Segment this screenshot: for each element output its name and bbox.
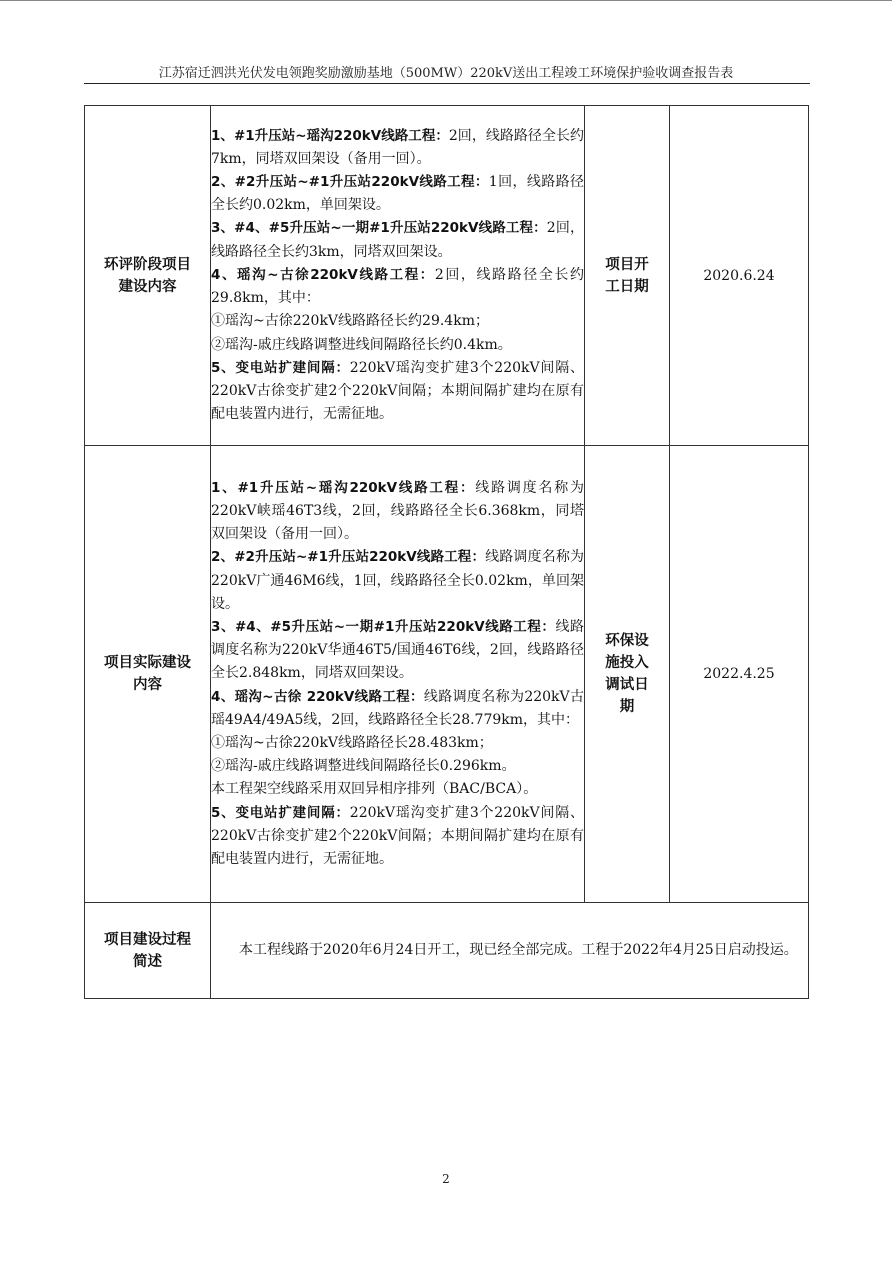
content-item [211, 334, 584, 357]
content-item [211, 686, 584, 732]
actual-label: 项目实际建设内容 [104, 655, 191, 693]
item-heading: 2、#2升压站~#1升压站220kV线路工程： [211, 549, 486, 566]
eia-row [85, 106, 809, 446]
item-text: 线路调度名称为220kV华通46T5/国通46T6线，2回，线路路径全长2.848km，同塔双回架设。 [211, 618, 585, 682]
item-heading: 5、变电站扩建间隔： [211, 359, 350, 376]
actual-row [85, 446, 809, 903]
item-text: ①瑶沟~古徐220kV线路路径长28.483km； [211, 735, 493, 751]
content-item [211, 171, 584, 217]
document-header-title: 江苏宿迁泗洪光伏发电领跑奖励激励基地（500MW）220kV送出工程竣工环境保护验收调查报告表 [158, 66, 734, 81]
process-row [85, 903, 809, 999]
actual-date-label-cell [585, 446, 670, 903]
content-item [211, 264, 584, 310]
process-label-cell [85, 903, 211, 999]
item-text: ②瑶沟-戚庄线路调整进线间隔路径长约0.4km。 [211, 336, 512, 353]
item-heading: 1、#1升压站~瑶沟220kV线路工程： [211, 127, 449, 144]
item-text: 2回，线路路径全长约3km，同塔双回架设。 [211, 220, 584, 260]
item-text: 本工程架空线路采用双回异相序排列（BAC/BCA）。 [211, 781, 538, 798]
actual-items [211, 477, 584, 871]
process-text: 本工程线路于2020年6月24日开工，现已经全部完成。工程于2022年4月25日启动投运。 [239, 942, 798, 958]
content-item [211, 310, 584, 333]
start-date-label: 项目开工日期 [605, 256, 649, 295]
item-heading: 3、#4、#5升压站~一期#1升压站220kV线路工程： [211, 220, 547, 237]
process-text-cell [211, 903, 809, 999]
actual-content-cell [211, 446, 585, 903]
item-heading: 4、瑶沟~古徐 220kV线路工程： [211, 688, 424, 705]
item-heading: 1、#1升压站~瑶沟220kV线路工程： [211, 479, 476, 496]
item-text: 线路调度名称为220kV古瑶49A4/49A5线，2回，线路路径全长28.779km，其中： [211, 688, 584, 728]
process-label: 项目建设过程简述 [104, 931, 191, 970]
header-divider [84, 83, 810, 84]
page-number: 2 [442, 1172, 450, 1186]
content-item [211, 125, 584, 171]
content-item [211, 217, 584, 263]
content-item [211, 755, 584, 778]
top-border-line [0, 0, 892, 1]
content-item [211, 616, 584, 686]
item-text: 1回，线路路径全长约0.02km，单回架设。 [211, 174, 584, 214]
content-item [211, 778, 584, 801]
item-text: 线路调度名称为220kV广通46M6线，1回，线路路径全长0.02km，单回架设。 [211, 549, 584, 612]
start-date-value: 2020.6.24 [703, 267, 775, 284]
project-info-table [84, 105, 809, 999]
item-text: ②瑶沟-戚庄线路调整进线间隔路径长0.296km。 [211, 758, 516, 775]
item-text: 2回，线路路径全长约29.8km，其中： [211, 266, 584, 307]
eia-items [211, 125, 584, 427]
eia-label-cell [85, 106, 211, 446]
eia-date-value-cell [670, 106, 809, 446]
content-item [211, 732, 584, 755]
content-item [211, 546, 584, 616]
commissioning-date-value: 2022.4.25 [703, 666, 775, 682]
item-text: ①瑶沟~古徐220kV线路路径长约29.4km； [211, 313, 489, 330]
item-text: 220kV瑶沟变扩建3个220kV间隔、220kV古徐变扩建2个220kV间隔；本期间隔扩建均在原有配电装置内进行，无需征地。 [211, 359, 584, 423]
item-heading: 4、瑶沟~古徐220kV线路工程： [211, 266, 435, 283]
item-heading: 5、变电站扩建间隔： [211, 804, 350, 821]
eia-label: 环评阶段项目建设内容 [104, 256, 191, 295]
item-text: 220kV瑶沟变扩建3个220kV间隔、220kV古徐变扩建2个220kV间隔；本期间隔扩建均在原有配电装置内进行，无需征地。 [211, 804, 584, 868]
eia-content-cell [211, 106, 585, 446]
commissioning-date-label: 环保设施投入调试日期 [605, 633, 649, 715]
content-item [211, 802, 584, 872]
item-text: 2回，线路路径全长约7km，同塔双回架设（备用一回）。 [211, 127, 584, 167]
actual-date-value-cell [670, 446, 809, 903]
eia-date-label-cell [585, 106, 670, 446]
actual-label-cell [85, 446, 211, 903]
content-item [211, 477, 584, 547]
item-heading: 3、#4、#5升压站~一期#1升压站220kV线路工程： [211, 618, 556, 635]
content-item [211, 357, 584, 427]
item-text: 线路调度名称为220kV峡瑶46T3线，2回，线路路径全长6.368km，同塔双回架设（备用一回）。 [211, 479, 585, 543]
item-heading: 2、#2升压站~#1升压站220kV线路工程： [211, 174, 489, 191]
